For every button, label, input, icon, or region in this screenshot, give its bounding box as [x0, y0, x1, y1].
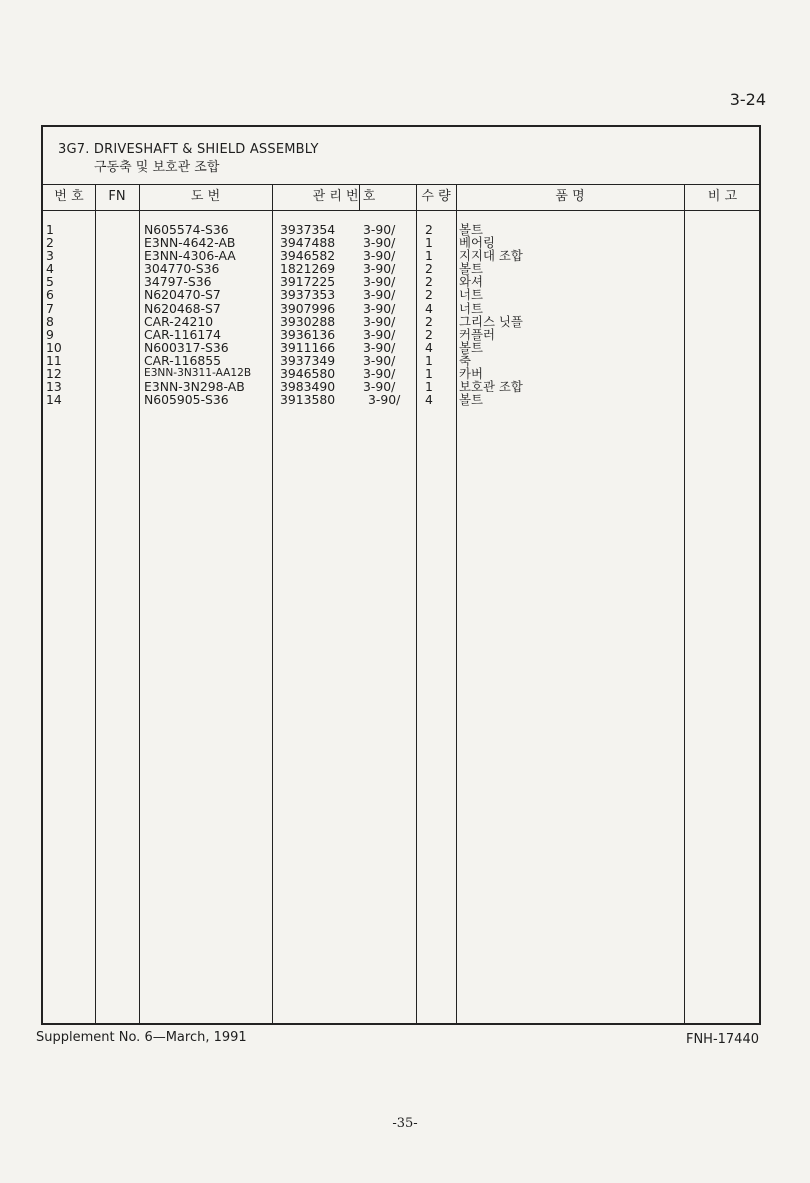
row-code: 3-90/: [363, 313, 396, 329]
row-code: 3-90/: [363, 366, 396, 382]
row-part-no: CAR-116174: [144, 326, 222, 342]
row-qty: 2: [425, 287, 433, 303]
row-name: 와셔: [459, 274, 483, 290]
row-no: 9: [46, 326, 54, 342]
section-title-ko: 구동축 및 보호관 조합: [94, 160, 220, 175]
folio: -35-: [392, 1116, 418, 1131]
row-no: 6: [46, 287, 54, 303]
row-qty: 2: [425, 222, 433, 237]
row-code: 3-90/: [363, 352, 396, 368]
row-part-no: 304770-S36: [144, 261, 220, 277]
row-part-no: E3NN-3N311-AA12B: [144, 367, 252, 380]
header-mgmt-no: 관 리 번 호: [312, 189, 376, 204]
row-code: 3-90/: [368, 392, 401, 408]
row-no: 3: [46, 248, 54, 264]
section-title-en: 3G7. DRIVESHAFT & SHIELD ASSEMBLY: [58, 142, 319, 157]
row-mgmt-no: 3911166: [280, 339, 336, 355]
header-no: 번 호: [54, 189, 84, 204]
row-name: 지지대 조합: [459, 248, 523, 264]
table-header: [43, 184, 759, 211]
row-part-no: 34797-S36: [144, 274, 212, 290]
row-part-no: N605574-S36: [144, 222, 229, 237]
row-no: 10: [46, 339, 62, 355]
row-code: 3-90/: [363, 379, 396, 395]
header-remarks: 비 고: [707, 189, 738, 204]
document-number: FNH-17440: [685, 1032, 759, 1047]
parts-list-frame: [41, 125, 761, 1025]
row-qty: 4: [425, 300, 433, 316]
row-name: 커플러: [459, 326, 495, 342]
row-mgmt-no: 3917225: [280, 274, 336, 290]
row-qty: 4: [425, 339, 433, 355]
row-no: 4: [46, 261, 54, 277]
row-name: 그리스 닛플: [459, 313, 523, 329]
supplement-note: Supplement No. 6—March, 1991: [36, 1030, 247, 1045]
row-part-no: N620468-S7: [144, 300, 221, 316]
row-qty: 4: [425, 392, 433, 408]
row-name: 볼트: [459, 392, 483, 408]
row-no: 2: [46, 235, 54, 251]
row-mgmt-no: 3930288: [280, 313, 336, 329]
row-no: 14: [46, 392, 62, 408]
row-name: 볼트: [459, 222, 483, 237]
row-qty: 1: [425, 248, 433, 264]
table-row: [43, 328, 759, 341]
row-qty: 2: [425, 274, 433, 290]
row-code: 3-90/: [363, 222, 396, 237]
row-code: 3-90/: [363, 248, 396, 264]
table-row: [43, 393, 759, 406]
row-part-no: N605905-S36: [144, 392, 229, 408]
row-mgmt-no: 3983490: [280, 379, 336, 395]
row-code: 3-90/: [363, 287, 396, 303]
header-part-no: 도 번: [190, 189, 221, 204]
row-part-no: CAR-24210: [144, 313, 214, 329]
table-row: [43, 315, 759, 328]
row-no: 13: [46, 379, 62, 395]
row-code: 3-90/: [363, 274, 396, 290]
table-row: [43, 302, 759, 315]
row-part-no: E3NN-3N298-AB: [144, 379, 245, 395]
row-name: 너트: [459, 287, 483, 303]
row-mgmt-no: 3937349: [280, 352, 336, 368]
row-mgmt-no: 3936136: [280, 326, 336, 342]
page-number: 3-24: [729, 90, 766, 109]
row-mgmt-no: 3937354: [280, 222, 336, 237]
row-mgmt-no: 3913580: [280, 392, 336, 408]
row-no: 1: [46, 222, 54, 237]
row-part-no: E3NN-4642-AB: [144, 235, 236, 251]
row-mgmt-no: 3937353: [280, 287, 336, 303]
row-no: 12: [46, 366, 62, 382]
section-title-area: [43, 127, 759, 185]
row-qty: 1: [425, 366, 433, 382]
row-code: 3-90/: [363, 326, 396, 342]
row-name: 볼트: [459, 339, 483, 355]
row-mgmt-no: 3946582: [280, 248, 336, 264]
row-no: 11: [46, 352, 62, 368]
row-qty: 1: [425, 235, 433, 251]
header-subdivider: [359, 184, 360, 210]
row-mgmt-no: 3947488: [280, 235, 336, 251]
table-row: [43, 354, 759, 367]
parts-rows: [43, 223, 759, 406]
row-mgmt-no: 3907996: [280, 300, 336, 316]
row-name: 보호관 조합: [459, 379, 523, 395]
row-mgmt-no: 3946580: [280, 366, 336, 382]
table-row: [43, 341, 759, 354]
row-code: 3-90/: [363, 235, 396, 251]
header-qty: 수 량: [421, 189, 451, 204]
header-fn: FN: [108, 189, 126, 204]
row-code: 3-90/: [363, 300, 396, 316]
row-part-no: N620470-S7: [144, 287, 221, 303]
row-name: 베어링: [459, 235, 495, 251]
row-mgmt-no: 1821269: [280, 261, 336, 277]
row-qty: 2: [425, 326, 433, 342]
row-no: 5: [46, 274, 54, 290]
row-no: 7: [46, 300, 54, 316]
row-part-no: E3NN-4306-AA: [144, 248, 236, 264]
row-part-no: N600317-S36: [144, 339, 229, 355]
header-name: 품 명: [555, 189, 585, 204]
table-row: [43, 288, 759, 301]
row-qty: 1: [425, 352, 433, 368]
row-code: 3-90/: [363, 261, 396, 277]
row-part-no: CAR-116855: [144, 352, 222, 368]
row-name: 너트: [459, 300, 483, 316]
row-qty: 2: [425, 261, 433, 277]
row-qty: 1: [425, 379, 433, 395]
row-code: 3-90/: [363, 339, 396, 355]
row-name: 카버: [459, 366, 483, 382]
row-qty: 2: [425, 313, 433, 329]
row-name: 축: [459, 352, 471, 368]
row-name: 볼트: [459, 261, 483, 277]
row-no: 8: [46, 313, 54, 329]
